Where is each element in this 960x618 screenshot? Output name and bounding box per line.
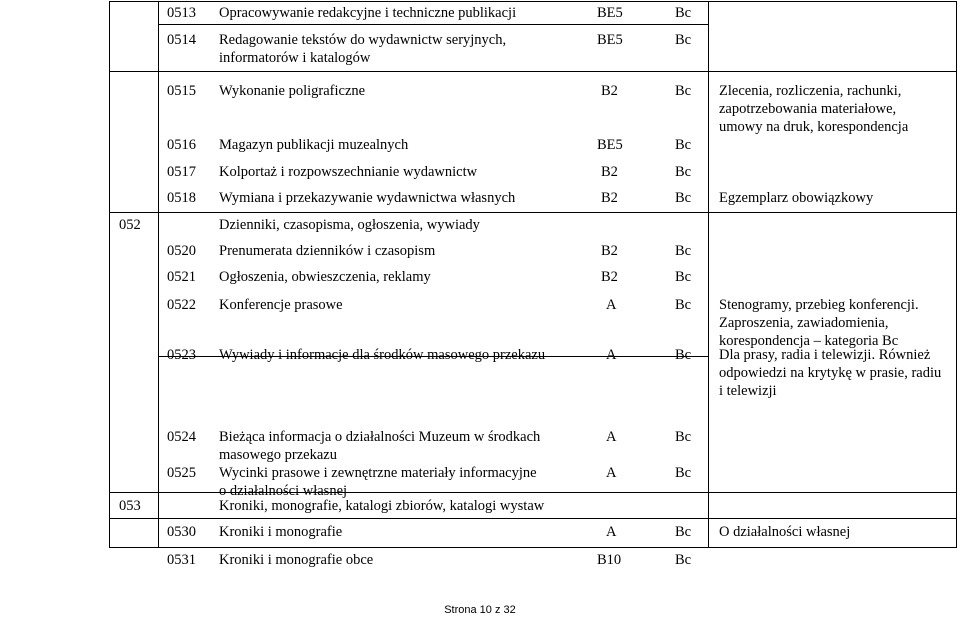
group-code: 052 [119,217,141,233]
row-title: Redagowanie tekstów do wydawnictw seryjnych, [219,32,507,48]
row-code: 0523 [167,347,196,363]
row-divider [109,212,957,213]
row-category: BE5 [597,32,623,48]
row-category-2: Bc [675,164,692,180]
row-note-line-2: odpowiedzi na krytykę w prasie, radiu [719,365,942,381]
column-divider [158,1,159,547]
row-category-2: Bc [675,137,692,153]
row-code: 0524 [167,429,196,445]
row-category-2: Bc [675,190,692,206]
row-note-line-3: i telewizji [719,383,777,399]
row-category-2: Bc [675,524,692,540]
row-category-2: Bc [675,465,692,481]
row-title: Prenumerata dzienników i czasopism [219,243,436,259]
row-title: Wycinki prasowe i zewnętrzne materiały informacyjne [219,465,537,481]
row-category-2: Bc [675,297,692,313]
row-code: 0518 [167,190,196,206]
row-code: 0515 [167,83,196,99]
page-footer: Strona 10 z 32 [444,604,516,616]
row-title: Wymiana i przekazywanie wydawnictwa własnych [219,190,516,206]
row-category-2: Bc [675,32,692,48]
row-code: 0516 [167,137,196,153]
row-divider [158,24,708,25]
row-category: B2 [601,190,618,206]
row-title-line-2: masowego przekazu [219,447,337,463]
row-category: B2 [601,243,618,259]
row-category: A [606,429,617,445]
row-divider [109,547,957,548]
column-divider [708,1,709,547]
row-note-line-3: umowy na druk, korespondencja [719,119,909,135]
group-title: Kroniki, monografie, katalogi zbiorów, katalogi wystaw [219,498,545,514]
row-category-2: Bc [675,429,692,445]
row-category-2: Bc [675,552,692,568]
row-note: Dla prasy, radia i telewizji. Również [719,347,931,363]
row-divider [109,71,957,72]
row-category: A [606,524,617,540]
row-code: 0513 [167,5,196,21]
row-note: O działalności własnej [719,524,851,540]
row-category-2: Bc [675,5,692,21]
row-category: A [606,347,617,363]
row-category: BE5 [597,5,623,21]
row-title: Kroniki i monografie obce [219,552,374,568]
row-category-2: Bc [675,269,692,285]
row-title: Ogłoszenia, obwieszczenia, reklamy [219,269,431,285]
column-divider [109,1,110,547]
row-code: 0521 [167,269,196,285]
row-note-line-2: zapotrzebowania materiałowe, [719,101,897,117]
column-divider [956,1,957,547]
row-category: A [606,297,617,313]
row-category: B2 [601,164,618,180]
row-note: Stenogramy, przebieg konferencji. [719,297,919,313]
row-category-2: Bc [675,83,692,99]
row-title: Konferencje prasowe [219,297,343,313]
row-code: 0525 [167,465,196,481]
row-title: Wykonanie poligraficzne [219,83,366,99]
row-code: 0520 [167,243,196,259]
row-title-line-2: o działalności własnej [219,483,348,499]
row-note: Zlecenia, rozliczenia, rachunki, [719,83,902,99]
row-title: Kolportaż i rozpowszechnianie wydawnictw [219,164,478,180]
row-code: 0514 [167,32,196,48]
row-category: BE5 [597,137,623,153]
row-title: Magazyn publikacji muzealnych [219,137,409,153]
row-divider [109,1,957,2]
row-category: A [606,465,617,481]
row-category-2: Bc [675,243,692,259]
row-code: 0530 [167,524,196,540]
row-note-line-2: Zaproszenia, zawiadomienia, [719,315,889,331]
group-code: 053 [119,498,141,514]
row-category-2: Bc [675,347,692,363]
row-title: Bieżąca informacja o działalności Muzeum w środkach [219,429,541,445]
row-code: 0531 [167,552,196,568]
row-note-line-3: korespondencja – kategoria Bc [719,333,899,349]
row-title: Kroniki i monografie [219,524,343,540]
row-note: Egzemplarz obowiązkowy [719,190,874,206]
row-title: Opracowywanie redakcyjne i techniczne publikacji [219,5,517,21]
row-title: Wywiady i informacje dla środków masowego przekazu [219,347,546,363]
row-divider [109,518,957,519]
row-category: B2 [601,83,618,99]
row-title-line-2: informatorów i katalogów [219,50,371,66]
group-title: Dzienniki, czasopisma, ogłoszenia, wywiady [219,217,480,233]
row-code: 0517 [167,164,196,180]
row-category: B2 [601,269,618,285]
row-code: 0522 [167,297,196,313]
row-category: B10 [597,552,622,568]
